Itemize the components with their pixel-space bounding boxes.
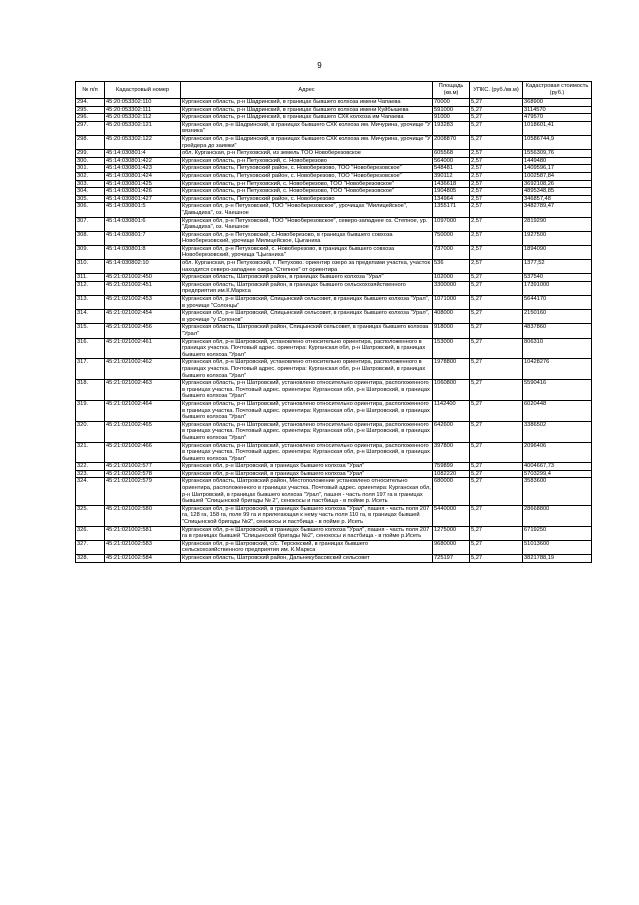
cell-upks: 5,27: [470, 470, 523, 478]
table-row: [76, 245, 592, 259]
table-row: [76, 359, 592, 380]
cell-row-number: 313.: [76, 296, 105, 310]
cell-row-number: 325.: [76, 505, 105, 526]
cell-cadastral-value: 1002587,84: [523, 172, 592, 180]
cell-row-number: 328.: [76, 555, 105, 563]
cell-area: 1142400: [433, 400, 470, 421]
cell-row-number: 311.: [76, 274, 105, 282]
table-row: [76, 106, 592, 114]
cell-upks: 5,27: [470, 274, 523, 282]
cell-area: 737000: [433, 245, 470, 259]
cell-cadastral-number: 45:14:030801:8: [105, 245, 181, 259]
cell-row-number: 305.: [76, 195, 105, 203]
cell-row-number: 300.: [76, 157, 105, 165]
cell-upks: 5,27: [470, 121, 523, 135]
cell-row-number: 323.: [76, 470, 105, 478]
cell-address: Курганская область, р-н Шатровский, установлено относительно ориентира, расположенного в границах участка. Почтовый адрес. ориентира: Курганская обл, р-н Шатровский, в границах бывшего колхоза "Урал": [181, 421, 433, 442]
cell-upks: 2,57: [470, 150, 523, 158]
cell-cadastral-value: 3114570: [523, 106, 592, 114]
cell-upks: 2,57: [470, 231, 523, 245]
cell-area: 408000: [433, 310, 470, 324]
header-cadastral-number: Кадастровый номер: [105, 82, 181, 99]
cell-cadastral-value: 1449480: [523, 157, 592, 165]
cell-cadastral-value: 10586744,9: [523, 135, 592, 149]
cell-cadastral-number: 45:21:021002:462: [105, 359, 181, 380]
cell-cadastral-number: 45:14:030801:422: [105, 157, 181, 165]
cell-address: Курганская область, р-н Петуховский, с. Новоберезово: [181, 157, 433, 165]
table-header-row: [76, 82, 592, 99]
cell-address: Курганская область, р-н Шатровский, установлено относительно ориентира, расположенного в границах участка. Почтовый адрес. ориентира: Курганская обл, р-н Шатровский, в границах бывшего колхоза "Урал": [181, 380, 433, 401]
table-row: [76, 540, 592, 554]
cell-area: 193283: [433, 121, 470, 135]
cell-row-number: 316.: [76, 338, 105, 359]
cell-address: Курганская обл, р-н Шатровский, Спицынский сельсовет, в границах бывшего колхоза "Урал", в урочище "Солонцы": [181, 296, 433, 310]
cell-cadastral-number: 45:20:053302:111: [105, 106, 181, 114]
cell-area: 680000: [433, 478, 470, 505]
cell-upks: 2,57: [470, 157, 523, 165]
cell-address: Курганская область, р-н Шадринский, в границах бывшего колхоза имени Чапаева: [181, 99, 433, 107]
cell-cadastral-number: 45:21:021002:580: [105, 505, 181, 526]
cell-cadastral-number: 45:21:021002:454: [105, 310, 181, 324]
cell-cadastral-number: 45:14:030801:424: [105, 172, 181, 180]
cell-area: 1097000: [433, 217, 470, 231]
cell-cadastral-value: 6719250: [523, 526, 592, 540]
cell-area: 1082220: [433, 470, 470, 478]
cell-area: 591000: [433, 106, 470, 114]
cell-cadastral-value: 368900: [523, 99, 592, 107]
cell-area: 1904805: [433, 188, 470, 196]
cell-row-number: 309.: [76, 245, 105, 259]
cell-cadastral-number: 45:21:021002:464: [105, 400, 181, 421]
cell-upks: 2,57: [470, 217, 523, 231]
header-upks: УПКС. (руб./кв.м): [470, 82, 523, 99]
header-area: Площадь (кв.м): [433, 82, 470, 99]
cell-upks: 5,27: [470, 106, 523, 114]
cell-cadastral-value: 3583600: [523, 478, 592, 505]
cell-upks: 5,27: [470, 478, 523, 505]
cell-cadastral-number: 45:21:021002:581: [105, 526, 181, 540]
cell-cadastral-number: 45:21:021002:583: [105, 540, 181, 554]
cell-area: 564000: [433, 157, 470, 165]
cell-upks: 5,27: [470, 555, 523, 563]
cell-cadastral-number: 45:21:021002:456: [105, 324, 181, 338]
table-row: [76, 172, 592, 180]
cell-area: 1060800: [433, 380, 470, 401]
cell-cadastral-value: 5644170: [523, 296, 592, 310]
cell-cadastral-number: 45:14:030801:426: [105, 188, 181, 196]
cell-row-number: 320.: [76, 421, 105, 442]
cell-cadastral-number: 45:14:030801:5: [105, 203, 181, 217]
cell-cadastral-number: 45:14:030801:7: [105, 231, 181, 245]
cell-row-number: 294.: [76, 99, 105, 107]
cell-row-number: 312.: [76, 281, 105, 295]
table-row: [76, 99, 592, 107]
cell-row-number: 303.: [76, 180, 105, 188]
table-row: [76, 195, 592, 203]
table-row: [76, 526, 592, 540]
table-row: [76, 114, 592, 122]
cell-cadastral-value: 1409596,17: [523, 165, 592, 173]
cell-row-number: 314.: [76, 310, 105, 324]
cell-cadastral-value: 28668800: [523, 505, 592, 526]
cell-cadastral-value: 806310: [523, 338, 592, 359]
cell-address: Курганская область, Петуховский район, с. Новоберезово, ТОО "Новоберезовское": [181, 172, 433, 180]
cell-cadastral-number: 45:21:021002:465: [105, 421, 181, 442]
cell-upks: 2,57: [470, 245, 523, 259]
cell-area: 9680000: [433, 540, 470, 554]
cell-area: 397800: [433, 442, 470, 463]
cell-area: 1071000: [433, 296, 470, 310]
cell-row-number: 321.: [76, 442, 105, 463]
cell-area: 3300000: [433, 281, 470, 295]
page-number: 9: [317, 61, 322, 70]
cell-cadastral-value: 1018601,41: [523, 121, 592, 135]
cell-address: Курганская область, р-н Петуховский, с. Новоберезово, ТОО "Новоберезовское": [181, 188, 433, 196]
table-row: [76, 150, 592, 158]
cell-row-number: 304.: [76, 188, 105, 196]
cell-area: 1436618: [433, 180, 470, 188]
cell-cadastral-number: 45:14:030801:6: [105, 217, 181, 231]
cell-row-number: 308.: [76, 231, 105, 245]
cell-area: 1275000: [433, 526, 470, 540]
cell-area: 1978800: [433, 359, 470, 380]
table-row: [76, 505, 592, 526]
cell-row-number: 307.: [76, 217, 105, 231]
cell-row-number: 324.: [76, 478, 105, 505]
cell-cadastral-number: 45:21:021002:463: [105, 380, 181, 401]
cadastral-table: [75, 81, 592, 563]
table-row: [76, 135, 592, 149]
cell-address: Курганская обл, р-н Шадринский, в границах бывшего СХК колхоза им. Мичурина, урочище "У вязника": [182, 121, 431, 135]
cell-upks: 5,27: [470, 338, 523, 359]
table-row: [76, 400, 592, 421]
cell-address: Курганская область, Петуховский район, с. Новоберезово: [181, 195, 433, 203]
cell-address: обл. Курганская, р-н Петуховский, из земель ТОО Новоберезовское: [181, 150, 433, 158]
cell-upks: 2,57: [470, 260, 523, 274]
cell-row-number: 298.: [76, 135, 105, 149]
header-num: № п/п: [76, 82, 105, 99]
cell-cadastral-value: 1927500: [523, 231, 592, 245]
cell-address: Курганская область, р-н Шатровский, установлено относительно ориентира, расположенного в границах участка. Почтовый адрес. ориентира: Курганская обл, р-н Шатровский, в границах бывшего колхоза "Урал": [181, 442, 433, 463]
cell-row-number: 296.: [76, 114, 105, 122]
cell-cadastral-value: 10428276: [523, 359, 592, 380]
cell-cadastral-value: 6020448: [523, 400, 592, 421]
cell-row-number: 322.: [76, 463, 105, 471]
table-row: [76, 380, 592, 401]
cell-area: 70000: [433, 99, 470, 107]
cell-upks: 5,27: [470, 281, 523, 295]
table-row: [76, 281, 592, 295]
cell-cadastral-number: 45:14:030802:10: [105, 260, 181, 274]
table-row: [76, 217, 592, 231]
table-row: [76, 157, 592, 165]
cell-cadastral-value: 51013600: [523, 540, 592, 554]
table-row: [76, 274, 592, 282]
cell-upks: 5,27: [470, 296, 523, 310]
cell-row-number: 306.: [76, 203, 105, 217]
cell-cadastral-number: 45:20:053302:122: [105, 135, 181, 149]
cell-upks: 2,57: [470, 203, 523, 217]
cell-area: 91000: [433, 114, 470, 122]
table-row: [76, 338, 592, 359]
cell-row-number: 318.: [76, 380, 105, 401]
cell-upks: 2,57: [470, 195, 523, 203]
table-row: [76, 260, 592, 274]
table-row: [76, 310, 592, 324]
cell-address: Курганская область, р-н Петуховский, с. Новоберезово, ТОО "Новоберезовское": [181, 180, 433, 188]
cell-cadastral-number: 45:21:021002:584: [105, 555, 181, 563]
cell-area: 642600: [433, 421, 470, 442]
cell-cadastral-value: 346857,48: [523, 195, 592, 203]
cell-cadastral-number: 45:21:021002:450: [105, 274, 181, 282]
cell-area: 153000: [433, 338, 470, 359]
table-row: [76, 180, 592, 188]
cell-upks: 5,27: [470, 463, 523, 471]
cell-cadastral-value: 5703299,4: [523, 470, 592, 478]
cell-cadastral-value: 4895348,85: [523, 188, 592, 196]
cell-upks: 5,27: [470, 114, 523, 122]
cell-cadastral-number: 45:21:021002:453: [105, 296, 181, 310]
cell-address: Курганская область, Шатровский район, Дальнекубасовский сельсовет: [181, 555, 433, 563]
cell-cadastral-value: 5590416: [523, 380, 592, 401]
cell-address: Курганская область, р-н Шадринский, в границах бывшего СХК колхоза им Чапаева: [181, 114, 433, 122]
cell-cadastral-value: 3482789,47: [523, 203, 592, 217]
cell-cadastral-number: 45:14:030801:4: [105, 150, 181, 158]
cell-address: Курганская область, Шатровский район, в границах бывшего колхоза "Урал": [181, 274, 433, 282]
cell-upks: 5,27: [470, 400, 523, 421]
cell-upks: 2,57: [470, 172, 523, 180]
cell-upks: 5,27: [470, 359, 523, 380]
cell-area: 605568: [433, 150, 470, 158]
cell-upks: 5,27: [470, 310, 523, 324]
cell-cadastral-value: 17391000: [523, 281, 592, 295]
cell-row-number: 302.: [76, 172, 105, 180]
cell-row-number: 317.: [76, 359, 105, 380]
cell-row-number: 297.: [76, 121, 105, 135]
table-row: [76, 296, 592, 310]
table-row: [76, 555, 592, 563]
table-row: [76, 463, 592, 471]
cell-cadastral-number: 45:21:021002:579: [105, 478, 181, 505]
cell-address: Курганская область, р-н Шадринский, в границах бывшего колхоза имени Куйбышева: [181, 106, 433, 114]
cell-area: 750000: [433, 231, 470, 245]
cell-address: Курганская обл, р-н Шатровский, в границах бывшего колхоза "Урал", пашня - часть поля 207 га в границах бывшей "Спицынской бригады №2", сенокосы и пастбища - в пойме р.Исеть: [181, 526, 433, 540]
cell-row-number: 299.: [76, 150, 105, 158]
cell-row-number: 327.: [76, 540, 105, 554]
cell-upks: 2,57: [470, 188, 523, 196]
cell-upks: 5,27: [470, 135, 523, 149]
cell-cadastral-number: 45:21:021002:578: [105, 470, 181, 478]
cell-cadastral-number: 45:14:030801:423: [105, 165, 181, 173]
cell-area: 134964: [433, 195, 470, 203]
cell-address: Курганская обл, р-н Петуховский, ТОО "Новоберезовское", урочищах "Милицейское", "Давыдиха", оз. Чаешное: [181, 203, 433, 217]
cell-address: Курганская обл, р-н Шатровский, установлено относительно ориентира, расположенного в границах участка. Почтовый адрес. ориентира: Курганская обл, р-н Шатровский, в границах бывшего колхоза "Урал": [181, 338, 433, 359]
cell-cadastral-number: 45:21:021002:577: [105, 463, 181, 471]
table-row: [76, 188, 592, 196]
table-row: [76, 442, 592, 463]
cell-address: Курганская обл, р-н Петуховский, с.Новоберезово, в границах бывшего совхоза Новоберезовский, урочище Милицейское, Цыганиха: [181, 231, 433, 245]
cell-cadastral-number: 45:21:021002:466: [105, 442, 181, 463]
cell-upks: 5,27: [470, 505, 523, 526]
header-address: Адрес: [181, 82, 433, 99]
cell-address: Курганская область, Шатровский район, в границах бывшего сельскохозяйственного предприятия им.К.Маркса: [181, 281, 433, 295]
cell-upks: 5,27: [470, 99, 523, 107]
cell-cadastral-number: 45:20:053302:121: [105, 121, 181, 135]
cell-cadastral-value: 479570: [523, 114, 592, 122]
cell-row-number: 310.: [76, 260, 105, 274]
cell-cadastral-value: 1556309,76: [523, 150, 592, 158]
cell-upks: 5,27: [470, 421, 523, 442]
cell-address: Курганская обл, р-н Шатровский, с/с. Терсюкский, в границах бывшего сельскохозяйственного предприятия им. К.Маркса: [181, 540, 433, 554]
cell-address: Курганская обл, р-н Шатровский, в границах бывшего колхоза "Урал": [181, 470, 433, 478]
cell-cadastral-number: 45:20:053302:110: [105, 99, 181, 107]
cell-address: Курганская область, р-н Шатровский, установлено относительно ориентира, расположенного в границах участка. Почтовый адрес. ориентира: Курганская обл, р-н Шатровский, в границах бывшего колхоза "Урал": [181, 400, 433, 421]
cell-row-number: 295.: [76, 106, 105, 114]
cell-area: 918000: [433, 324, 470, 338]
cell-area: 2008870: [433, 135, 470, 149]
cell-cadastral-value: 4837860: [523, 324, 592, 338]
cell-cadastral-value: 537540: [523, 274, 592, 282]
cell-cadastral-number: 45:21:021002:451: [105, 281, 181, 295]
table-row: [76, 165, 592, 173]
cell-address: Курганская обл, р-н Шатровский, установлено относительно ориентира, расположенного в границах участка. Почтовый адрес. ориентира: Курганская обл, р-н Шатровский, в границах бывшего колхоза "Урал": [181, 359, 433, 380]
cell-cadastral-value: 2150160: [523, 310, 592, 324]
cell-cadastral-value: 2819290: [523, 217, 592, 231]
cell-address: Курганская область, Шатровский район, Спицынский сельсовет, в границах бывшего колхоза "Урал": [181, 324, 433, 338]
table-row: [76, 203, 592, 217]
cell-cadastral-number: 45:14:030801:427: [105, 195, 181, 203]
cell-upks: 2,57: [470, 165, 523, 173]
cell-area: 1355171: [433, 203, 470, 217]
cell-address: Курганская обл, р-н Шатровский, в границах бывшего колхоза "Урал": [181, 463, 433, 471]
cell-area: 536: [433, 260, 470, 274]
cell-cadastral-value: 3821788,19: [523, 555, 592, 563]
cell-area: 759899: [433, 463, 470, 471]
cell-address: Курганская обл, р-н Петуховский, ТОО "Новоберезовское", северо-западнее оз. Степное, ур. "Давыдиха", оз. Чаешное: [181, 217, 433, 231]
cell-cadastral-value: 4004667,73: [523, 463, 592, 471]
cell-cadastral-number: 45:21:021002:461: [105, 338, 181, 359]
cell-upks: 2,57: [470, 180, 523, 188]
table-row: [76, 231, 592, 245]
cell-cadastral-number: 45:14:030801:425: [105, 180, 181, 188]
cell-upks: 5,27: [470, 442, 523, 463]
cell-cadastral-value: 3692108,26: [523, 180, 592, 188]
cell-address: Курганская обл, р-н Шадринский, в границах бывшего СХК колхоза им. Мичурина, урочище "У грейдера до заимки": [182, 135, 431, 149]
cell-row-number: 319.: [76, 400, 105, 421]
cell-upks: 5,27: [470, 540, 523, 554]
cell-cadastral-value: 3386502: [523, 421, 592, 442]
table-row: [76, 421, 592, 442]
table-row: [76, 324, 592, 338]
table-row: [76, 121, 592, 135]
cell-address: Курганская обл, р-н Петуховский, с. Новоберезово, в границах бывшего совхоза Новоберезовский, урочища "Цыганиха": [181, 245, 433, 259]
cell-row-number: 315.: [76, 324, 105, 338]
cell-upks: 5,27: [470, 380, 523, 401]
cell-address: Курганская обл, р-н Шатровский, Спицынский сельсовет, в границах бывшего колхоза "Урал", в урочище "у Солонов": [181, 310, 433, 324]
cell-area: 390112: [433, 172, 470, 180]
cell-address: обл. Курганская, р-н Петуховский, г. Петухово. ориентир озеро за пределами участка, участок находится северо-западнее озера "Степное" от ориентира: [181, 260, 433, 274]
cell-cadastral-number: 45:20:053302:112: [105, 114, 181, 122]
cell-area: 102000: [433, 274, 470, 282]
header-cadastral-value: Кадастровая стоимость (руб.): [523, 82, 592, 99]
cell-address: Курганская область, Петуховский район, с. Новоберезово, ТОО "Новоберезовское": [181, 165, 433, 173]
cell-upks: 5,27: [470, 324, 523, 338]
table-row: [76, 470, 592, 478]
cell-cadastral-value: 1894090: [523, 245, 592, 259]
table-row: [76, 478, 592, 505]
cell-row-number: 326.: [76, 526, 105, 540]
cell-address: Курганская область, Шатровский район, Местоположение установлено относительно ориентира, расположенного в границах участка. Почтовый адрес. ориентира: Курганская обл, р-н Шатровский, в границах бывшего колхоза "Урал", пашня - часть поля 197 га в границах бывшей "Спицынской бригады № 2", сенокосы и пастбища - в пойме р. Исеть: [182, 478, 431, 505]
cell-cadastral-value: 2096406: [523, 442, 592, 463]
cell-area: 5440000: [433, 505, 470, 526]
cell-area: 725197: [433, 555, 470, 563]
cell-area: 548481: [433, 165, 470, 173]
cell-row-number: 301.: [76, 165, 105, 173]
cell-address: Курганская обл, р-н Шатровский, в границах бывшего колхоза "Урал", пашня - часть поля 207 га, 128 га, 158 га, поле 99 га и прилегающая к нему часть поля 110 га, в границах бывшей "Спицынской бригады №2", сенокосы и пастбища - в пойме р. Исеть: [181, 505, 433, 526]
cell-cadastral-value: 1377,52: [523, 260, 592, 274]
cell-upks: 5,27: [470, 526, 523, 540]
